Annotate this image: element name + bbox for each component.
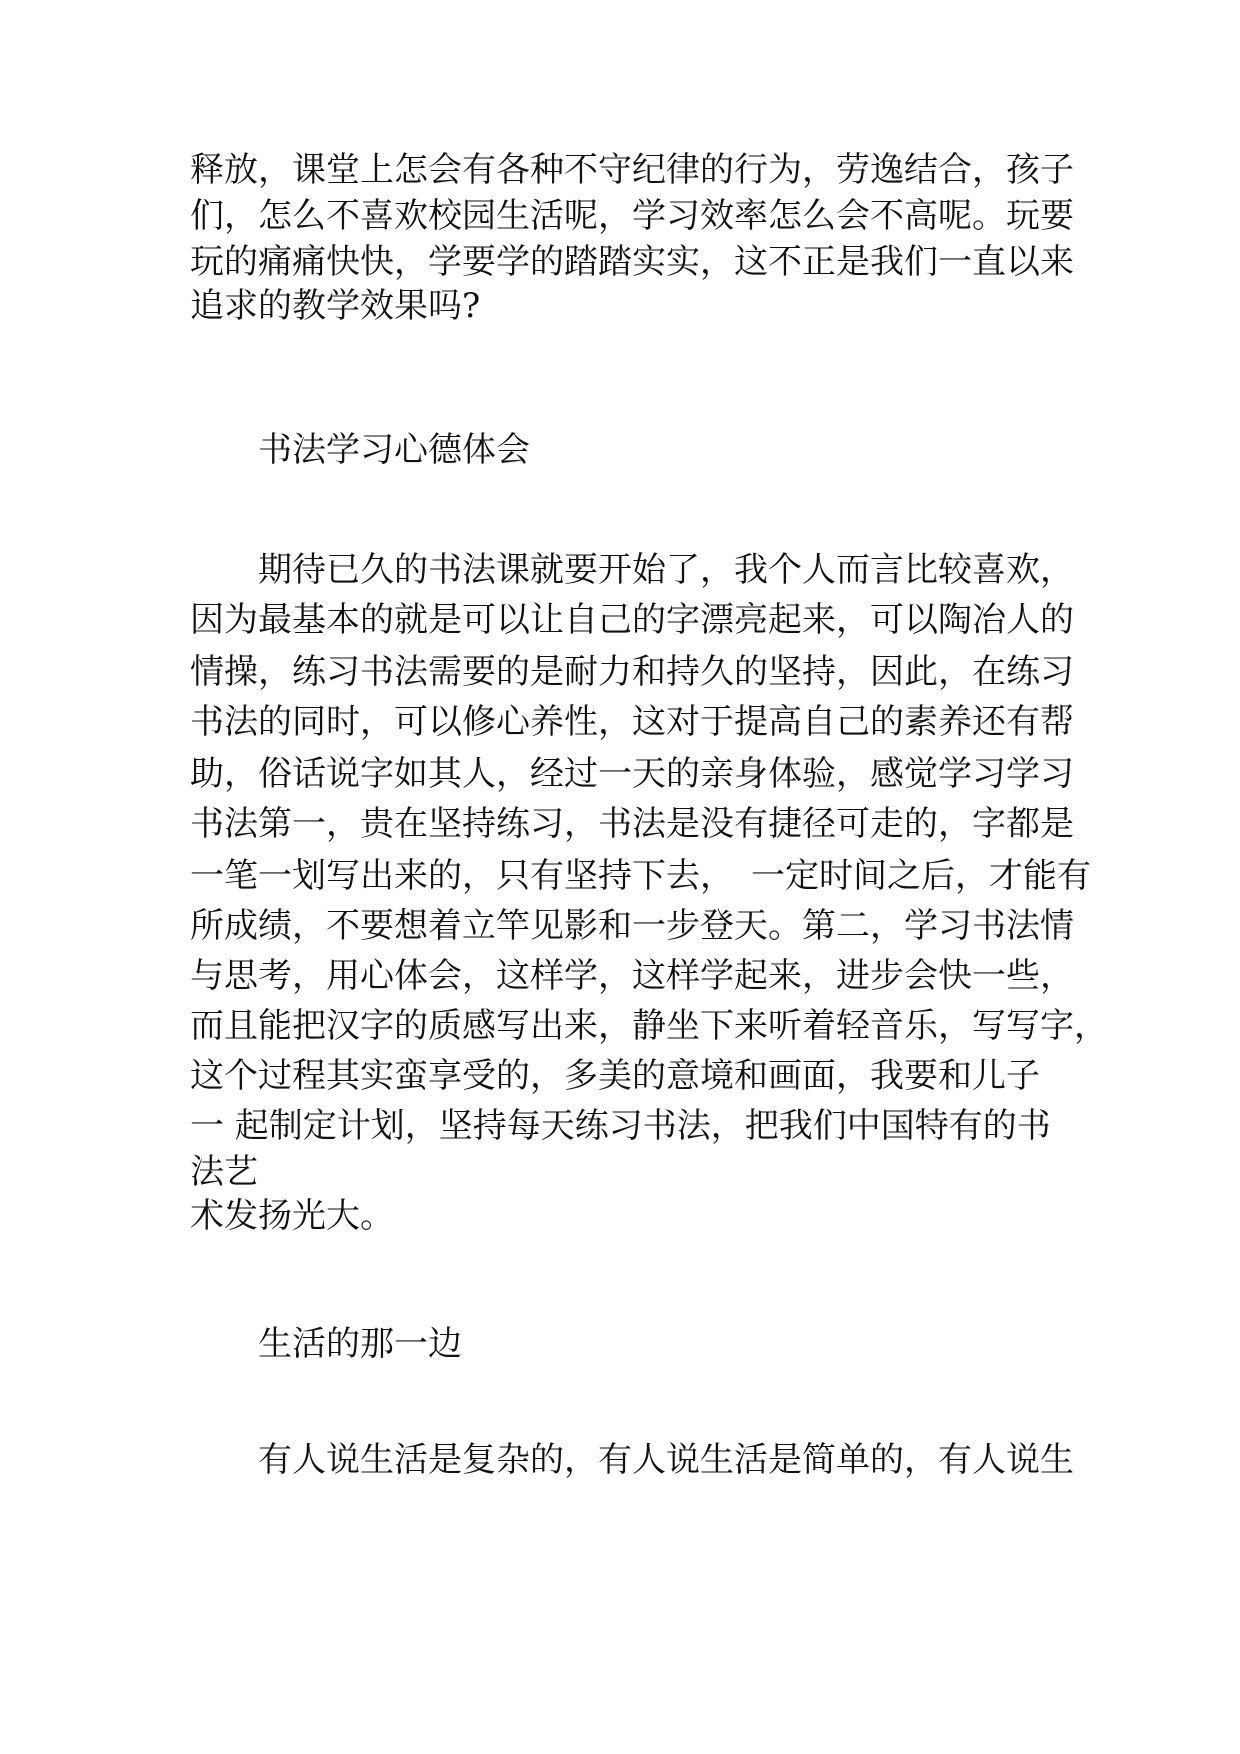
paragraph-2-line: 一笔一划写出来的，只有坚持下去， 一定时间之后，才能有 — [190, 856, 1091, 896]
paragraph-3-line: 有人说生活是复杂的，有人说生活是简单的，有人说生 — [258, 1440, 1074, 1480]
paragraph-2-line: 而且能把汉字的质感写出来，静坐下来听着轻音乐，写写字， — [190, 1006, 1108, 1046]
paragraph-2-line: 一 起制定计划，坚持每天练习书法，把我们中国特有的书 — [190, 1106, 1051, 1146]
paragraph-2-line: 法艺 — [190, 1152, 258, 1192]
paragraph-1-line: 追求的教学效果吗? — [190, 286, 481, 326]
paragraph-2-line: 助，俗话说字如其人，经过一天的亲身体验，感觉学习学习 — [190, 754, 1074, 794]
section-heading-calligraphy: 书法学习心德体会 — [258, 430, 530, 470]
paragraph-2-line: 术发扬光大。 — [190, 1196, 394, 1236]
paragraph-2-line: 这个过程其实蛮享受的，多美的意境和画面，我要和儿子 — [190, 1056, 1040, 1096]
paragraph-2-line: 所成绩，不要想着立竿见影和一步登天。第二，学习书法情 — [190, 906, 1074, 946]
paragraph-2-line: 与思考，用心体会，这样学，这样学起来，进步会快一些， — [190, 956, 1074, 996]
paragraph-2-line: 书法的同时，可以修心养性，这对于提高自己的素养还有帮 — [190, 702, 1074, 742]
paragraph-2-line: 情操，练习书法需要的是耐力和持久的坚持，因此，在练习 — [190, 652, 1074, 692]
paragraph-1-line: 释放，课堂上怎会有各种不守纪律的行为，劳逸结合，孩子 — [190, 150, 1074, 190]
paragraph-2-line: 书法第一，贵在坚持练习，书法是没有捷径可走的，字都是 — [190, 804, 1074, 844]
section-heading-life: 生活的那一边 — [258, 1324, 462, 1364]
paragraph-1-line: 玩的痛痛快快，学要学的踏踏实实，这不正是我们一直以来 — [190, 242, 1074, 282]
paragraph-1-line: 们，怎么不喜欢校园生活呢，学习效率怎么会不高呢。玩要 — [190, 196, 1074, 236]
paragraph-2-line: 期待已久的书法课就要开始了，我个人而言比较喜欢， — [258, 550, 1074, 590]
paragraph-2-line: 因为最基本的就是可以让自己的字漂亮起来，可以陶冶人的 — [190, 600, 1074, 640]
